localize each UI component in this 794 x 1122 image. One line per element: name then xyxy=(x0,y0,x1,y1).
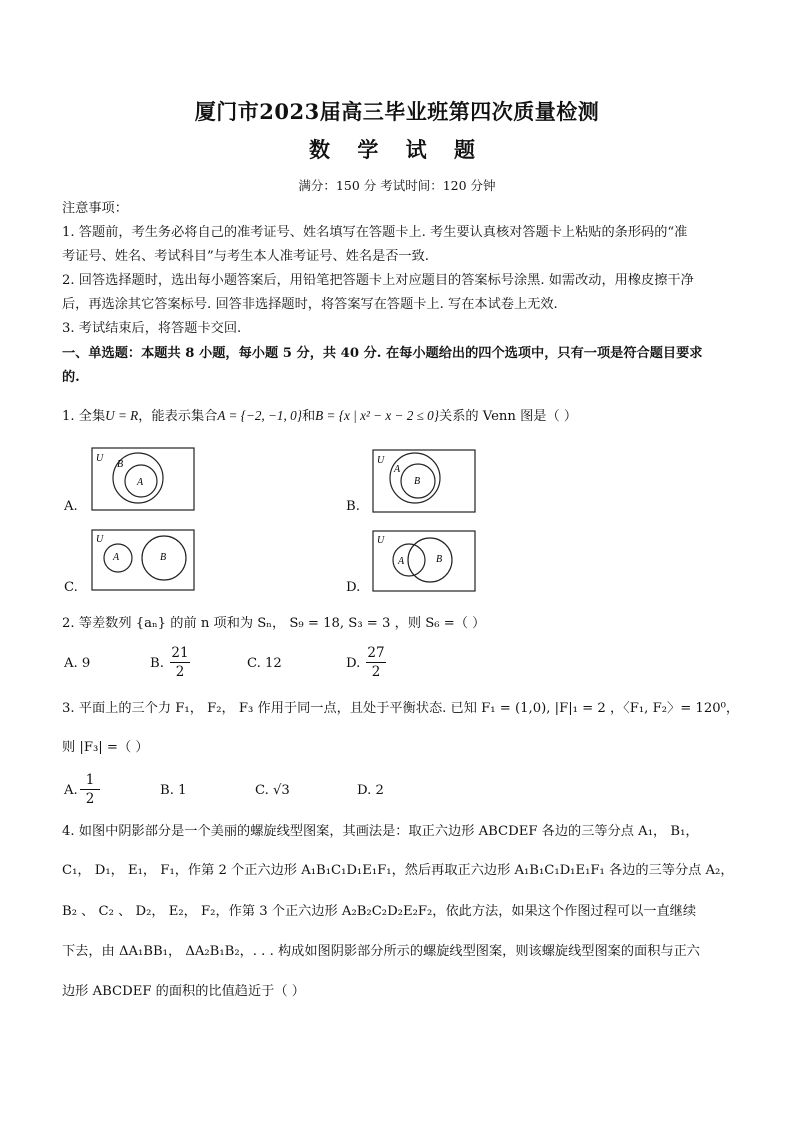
svg-text:A: A xyxy=(137,477,144,488)
q2-option-d-fraction: 27 2 xyxy=(367,645,385,680)
q3-option-b[interactable]: B. 1 xyxy=(160,783,187,798)
subject-title: 数 学 试 题 xyxy=(309,137,485,162)
q4-stem-line: C₁， D₁， E₁， F₁，作第 2 个正六边形 A₁B₁C₁D₁E₁F₁，然后再取正六边形 A₁B₁C₁D₁E₁F₁ 各边的三等分点 A₂， xyxy=(62,863,734,878)
venn-diagram-c xyxy=(91,529,195,591)
q2-option-b-fraction: 21 2 xyxy=(171,645,189,680)
q2-option-c[interactable]: C. 12 xyxy=(247,656,282,671)
svg-text:B: B xyxy=(160,552,167,563)
q1-option-a[interactable]: A. xyxy=(64,499,78,514)
q4-stem-line: 4. 如图中阴影部分是一个美丽的螺旋线型图案，其画法是：取正六边形 ABCDEF 各边的三等分点 A₁， B₁， xyxy=(62,824,699,839)
q3-option-c[interactable]: C. √3 xyxy=(255,783,290,798)
q2-stem: 2. 等差数列 {aₙ} 的前 n 项和为 Sₙ， S₉ = 18, S₃ = 3 ，则 S₆ =（ ） xyxy=(62,616,486,631)
svg-text:A: A xyxy=(113,552,120,563)
section-heading-cont: 的. xyxy=(62,370,80,385)
exam-meta: 满分：150 分 考试时间：120 分钟 xyxy=(298,178,496,193)
svg-text:U: U xyxy=(96,453,104,464)
q4-stem-line: 下去，由 ΔA₁BB₁， ΔA₂B₁B₂，. . . 构成如图阴影部分所示的螺旋线型图案，则该螺旋线型图案的面积与正六 xyxy=(62,944,700,959)
q3-stem-cont: 则 |F₃| =（ ） xyxy=(62,740,149,755)
q1-option-c[interactable]: C. xyxy=(64,580,78,595)
note-line: 后，再选涂其它答案标号. 回答非选择题时，将答案写在答题卡上. 写在本试卷上无效. xyxy=(62,297,558,312)
notes-heading: 注意事项： xyxy=(62,201,128,216)
svg-text:A: A xyxy=(398,556,405,567)
note-line: 3. 考试结束后，将答题卡交回. xyxy=(62,321,242,336)
q2-option-d[interactable]: D. xyxy=(346,656,361,671)
venn-diagram-d xyxy=(372,530,476,592)
q3-option-d[interactable]: D. 2 xyxy=(357,783,384,798)
q4-stem-line: B₂ 、 C₂ 、 D₂， E₂， F₂，作第 3 个正六边形 A₂B₂C₂D₂E₂F₂，依此方法，如果这个作图过程可以一直继续 xyxy=(62,904,697,919)
q1-stem: 1. 全集U = R，能表示集合A = {−2, −1, 0}和B = {x | x² − x − 2 ≤ 0}关系的 Venn 图是（ ） xyxy=(62,408,578,424)
q1-option-d[interactable]: D. xyxy=(346,580,361,595)
q3-option-a[interactable]: A. xyxy=(64,783,78,798)
note-line: 考证号、姓名、考试科目”与考生本人准考证号、姓名是否一致. xyxy=(62,249,429,264)
q3-option-a-fraction: 1 2 xyxy=(80,772,100,807)
svg-text:U: U xyxy=(377,535,385,546)
svg-text:B: B xyxy=(117,459,124,470)
section-heading: 一、单选题：本题共 8 小题，每小题 5 分，共 40 分. 在每小题给出的四个选项中，只有一项是符合题目要求 xyxy=(62,346,703,361)
exam-title: 厦门市2023届高三毕业班第四次质量检测 xyxy=(194,99,600,124)
svg-text:B: B xyxy=(414,476,421,487)
note-line: 1. 答题前，考生务必将自己的准考证号、姓名填写在答题卡上. 考生要认真核对答题卡上粘贴的条形码的“准 xyxy=(62,225,688,240)
q4-stem-line: 边形 ABCDEF 的面积的比值趋近于（ ） xyxy=(62,984,305,999)
note-line: 2. 回答选择题时，选出每小题答案后，用铅笔把答题卡上对应题目的答案标号涂黑. 如需改动，用橡皮擦干净 xyxy=(62,273,694,288)
q2-option-a[interactable]: A. 9 xyxy=(64,656,91,671)
svg-text:B: B xyxy=(436,554,443,565)
q3-stem: 3. 平面上的三个力 F₁， F₂， F₃ 作用于同一点，且处于平衡状态. 已知 F₁ = (1,0), |F|₁ = 2 ，〈F₁, F₂〉= 120⁰， xyxy=(62,701,740,716)
q1-option-b[interactable]: B. xyxy=(346,499,360,514)
svg-text:U: U xyxy=(96,534,104,545)
svg-text:U: U xyxy=(377,455,385,466)
venn-diagram-b xyxy=(372,449,476,513)
svg-text:A: A xyxy=(394,464,401,475)
venn-diagram-a xyxy=(91,447,195,511)
q2-option-b[interactable]: B. xyxy=(150,656,164,671)
